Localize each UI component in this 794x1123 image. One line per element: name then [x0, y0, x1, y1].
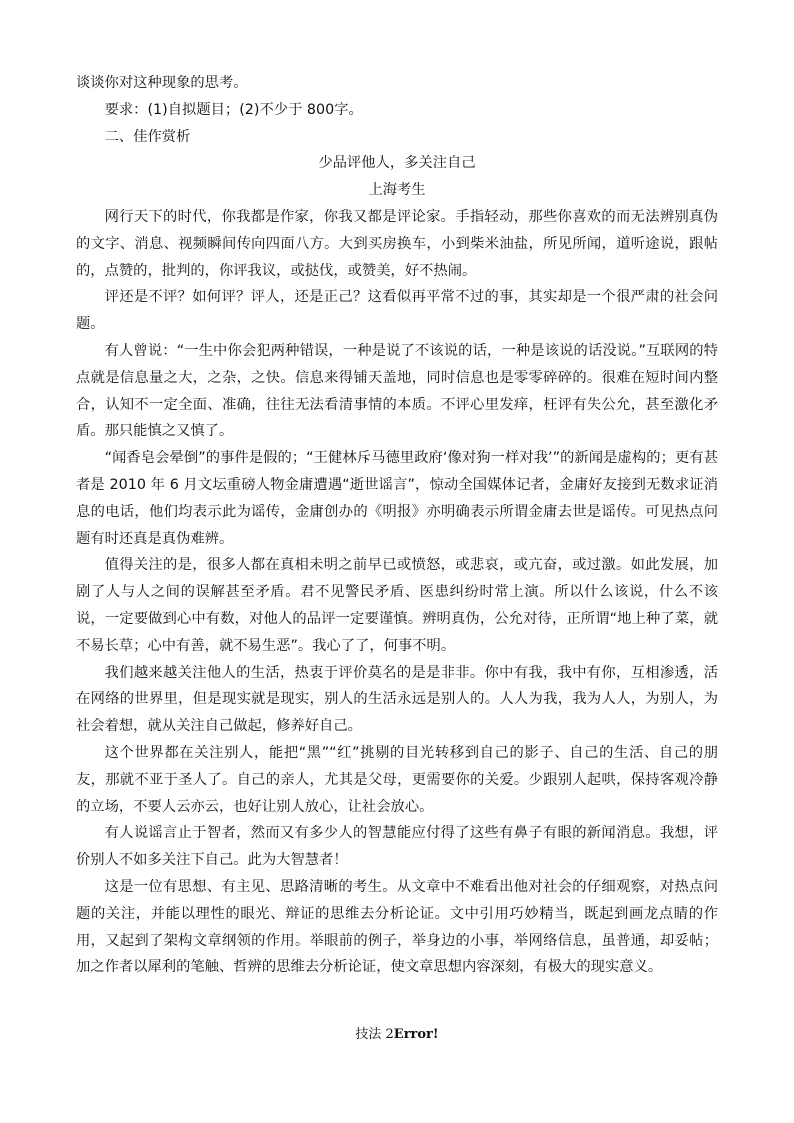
technique-prefix: 技法 2	[355, 1027, 394, 1043]
error-text: Error!	[393, 1027, 439, 1043]
essay-paragraph: 有人曾说：“一生中你会犯两种错误，一种是说了不该说的话，一种是该说的话没说。”互联网的特点就是信息量之大，之杂，之快。信息来得铺天盖地，同时信息也是零零碎碎的。很难在短时间内整合，认知不一定全面、准确，往往无法看清事情的本质。不评心里发痒，枉评有失公允，甚至激化矛盾。那只能慎之又慎了。	[76, 342, 718, 440]
technique-label	[76, 1024, 718, 1046]
essay-title: 少品评他人，多关注自己	[318, 155, 476, 172]
essay-paragraph: 这个世界都在关注别人，能把“黑”“红”挑剔的目光转移到自己的影子、自己的生活、自己的朋友，那就不亚于圣人了。自己的亲人，尤其是父母，更需要你的关爱。少跟别人起哄，保持客观冷静的立场，不要人云亦云，也好让别人放心，让社会放心。	[76, 744, 718, 815]
essay-paragraph: 值得关注的是，很多人都在真相未明之前早已或愤怒，或悲哀，或亢奋，或过激。如此发展，加剧了人与人之间的误解甚至矛盾。君不见警民矛盾、医患纠纷时常上演。所以什么该说，什么不该说，一定要做到心中有数，对他人的品评一定要谨慎。辨明真伪，公允对待，正所谓“地上种了菜，就不易长草；心中有善，就不易生恶”。我心了了，何事不明。	[76, 557, 718, 654]
section-heading: 二、佳作赏析	[104, 128, 191, 145]
prompt-intro-line: 谈谈你对这种现象的思考。	[76, 75, 248, 91]
commentary-paragraph: 这是一位有思想、有主见、思路清晰的考生。从文章中不难看出他对社会的仔细观察，对热点问题的关注，并能以理性的眼光、辩证的思维去分析论证。文中引用巧妙精当，既起到画龙点睛的作用，又起到了架构文章纲领的作用。举眼前的例子，举身边的小事，举网络信息，虽普通，却妥帖；加之作者以犀利的笔触、哲辨的思维去分析论证，使文章思想内容深刻，有极大的现实意义。	[76, 878, 718, 976]
essay-paragraph: 有人说谣言止于智者，然而又有多少人的智慧能应付得了这些有鼻子有眼的新闻消息。我想，评价别人不如多关注下自己。此为大智慧者！	[76, 825, 718, 869]
essay-paragraph: “闻香皂会晕倒”的事件是假的；“王健林斥马德里政府‘像对狗一样对我’”的新闻是虚构的；更有甚者是 2010 年 6 月文坛重磅人物金庸遭遇“逝世谣言”，惊动全国媒体记者，金庸好友接到无数求证消息的电话，他们均表示此为谣传，金庸创办的《明报》亦明确表示所谓金庸去世是谣传。可见热点问题有时还真是真伪难辨。	[76, 450, 718, 547]
spacer	[76, 981, 718, 1024]
document-page	[76, 70, 718, 1046]
essay-paragraph: 网行天下的时代，你我都是作家，你我又都是评论家。手指轻动，那些你喜欢的而无法辨别真伪的文字、消息、视频瞬间传向四面八方。大到买房换车，小到柴米油盐，所见所闻，道听途说，跟帖的，点赞的，批判的，你评我议，或挞伐，或赞美，好不热闹。	[76, 208, 718, 279]
essay-paragraph: 评还是不评？如何评？评人，还是正己？这看似再平常不过的事，其实却是一个很严肃的社会问题。	[76, 289, 718, 333]
essay-author: 上海考生	[368, 182, 426, 199]
essay-paragraph: 我们越来越关注他人的生活，热衷于评价莫名的是是非非。你中有我，我中有你，互相渗透，活在网络的世界里，但是现实就是现实，别人的生活永远是别人的。人人为我，我为人人，为别人，为社会着想，就从关注自己做起，修养好自己。	[76, 664, 718, 735]
requirement-line: 要求：(1)自拟题目；(2)不少于 800字。	[104, 101, 363, 118]
